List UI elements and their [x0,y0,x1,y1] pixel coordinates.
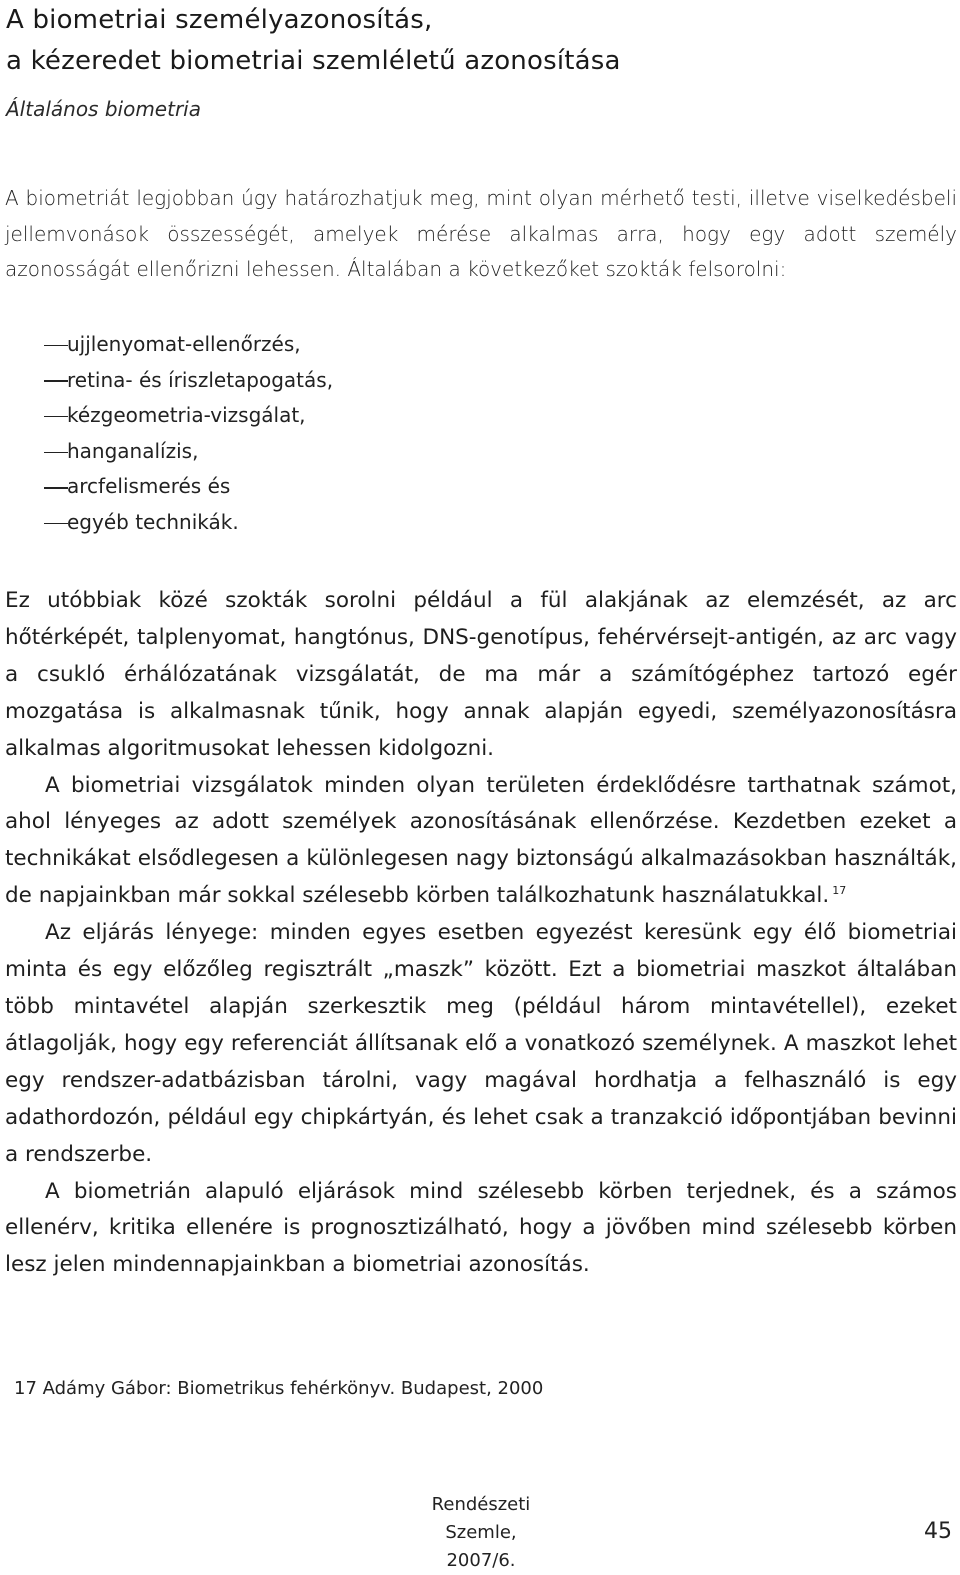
paragraph-3: Az eljárás lényege: minden egyes esetben egyezést keresünk egy élő biometriai minta és egy előzőleg regisztrált „maszk” között. Ezt a biometriai maszkot általában több mintavétel alapján szerkesztik meg (például három mintavétellel), ezeket átlagolják, hogy egy referenciát állítsanak elő a vonatkozó személynek. A maszkot lehet egy rendszer-adatbázisban tárolni, vagy magával hordhatja a felhasználó is egy adathordozón, például egy chipkártyán, és lehet csak a tranzakció időpontjában bevinni a rendszerbe. [5,920,957,1167]
footnote: 17 Adámy Gábor: Biometrikus fehérkönyv. Budapest, 2000 [14,1378,544,1399]
page-number: 45 [924,1519,952,1544]
intro-paragraph: A biometriát legjobban úgy határozhatjuk meg, mint olyan mérhető testi, illetve viselkedésbeli jellemvonások összességét, amelyek mérése alkalmas arra, hogy egy adott személy azonosságát ellenőrizni lehessen. Általában a következőket szokták felsorolni: [5,186,957,282]
journal-issue: 2007/6. [446,1550,516,1571]
journal-footer [399,1491,563,1575]
list-item: kézgeometria-vizsgálat, [5,398,333,434]
journal-name: Rendészeti Szemle, [431,1494,531,1543]
dash-bullet [5,434,67,470]
title-line-2: a kézeredet biometriai szemléletű azonosítása [6,46,621,76]
list-item: hanganalízis, [5,434,333,470]
biometric-methods-list [5,327,333,541]
list-item: egyéb technikák. [5,505,333,541]
title-line-1: A biometriai személyazonosítás, [6,5,433,35]
list-item: ujjlenyomat-ellenőrzés, [5,327,333,363]
dash-bullet [5,469,67,505]
page-title [6,0,946,82]
list-item: arcfelismerés és [5,469,333,505]
list-item: retina- és íriszletapogatás, [5,363,333,399]
dash-bullet [5,505,67,541]
dash-bullet [5,398,67,434]
dash-bullet [5,327,67,363]
paragraph-4: A biometrián alapuló eljárások mind szélesebb körben terjednek, és a számos ellenérv, kritika ellenére is prognosztizálható, hogy a jövőben mind szélesebb körben lesz jelen mindennapjainkban a biometriai azonosítás. [5,1178,957,1278]
paragraph-1: Ez utóbbiak közé szokták sorolni például a fül alakjának az elemzését, az arc hőtérképét, talplenyomat, hangtónus, DNS-genotípus, fehérvérsejt-antigén, az arc vagy a csukló érhálózatának vizsgálatát, de ma már a számítógéphez tartozó egér mozgatása is alkalmasnak tűnik, hogy annak alapján egyedi, személyazonosításra alkalmas algoritmusokat lehessen kidolgozni. [5,588,957,761]
dash-bullet [5,363,67,399]
paragraph-2: A biometriai vizsgálatok minden olyan területen érdeklődésre tarthatnak számot, ahol lényeges az adott személyek azonosításának ellenőrzése. Kezdetben ezeket a technikákat elsődlegesen a különlegesen nagy biztonságú alkalmazásokban használták, de napjainkban már sokkal szélesebb körben találkozhatunk használatukkal. $^{17}$ [5,772,957,909]
body-text [5,583,957,1284]
section-subtitle: Általános biometria [6,97,201,121]
footnote-reference[interactable]: 17 [832,884,847,898]
